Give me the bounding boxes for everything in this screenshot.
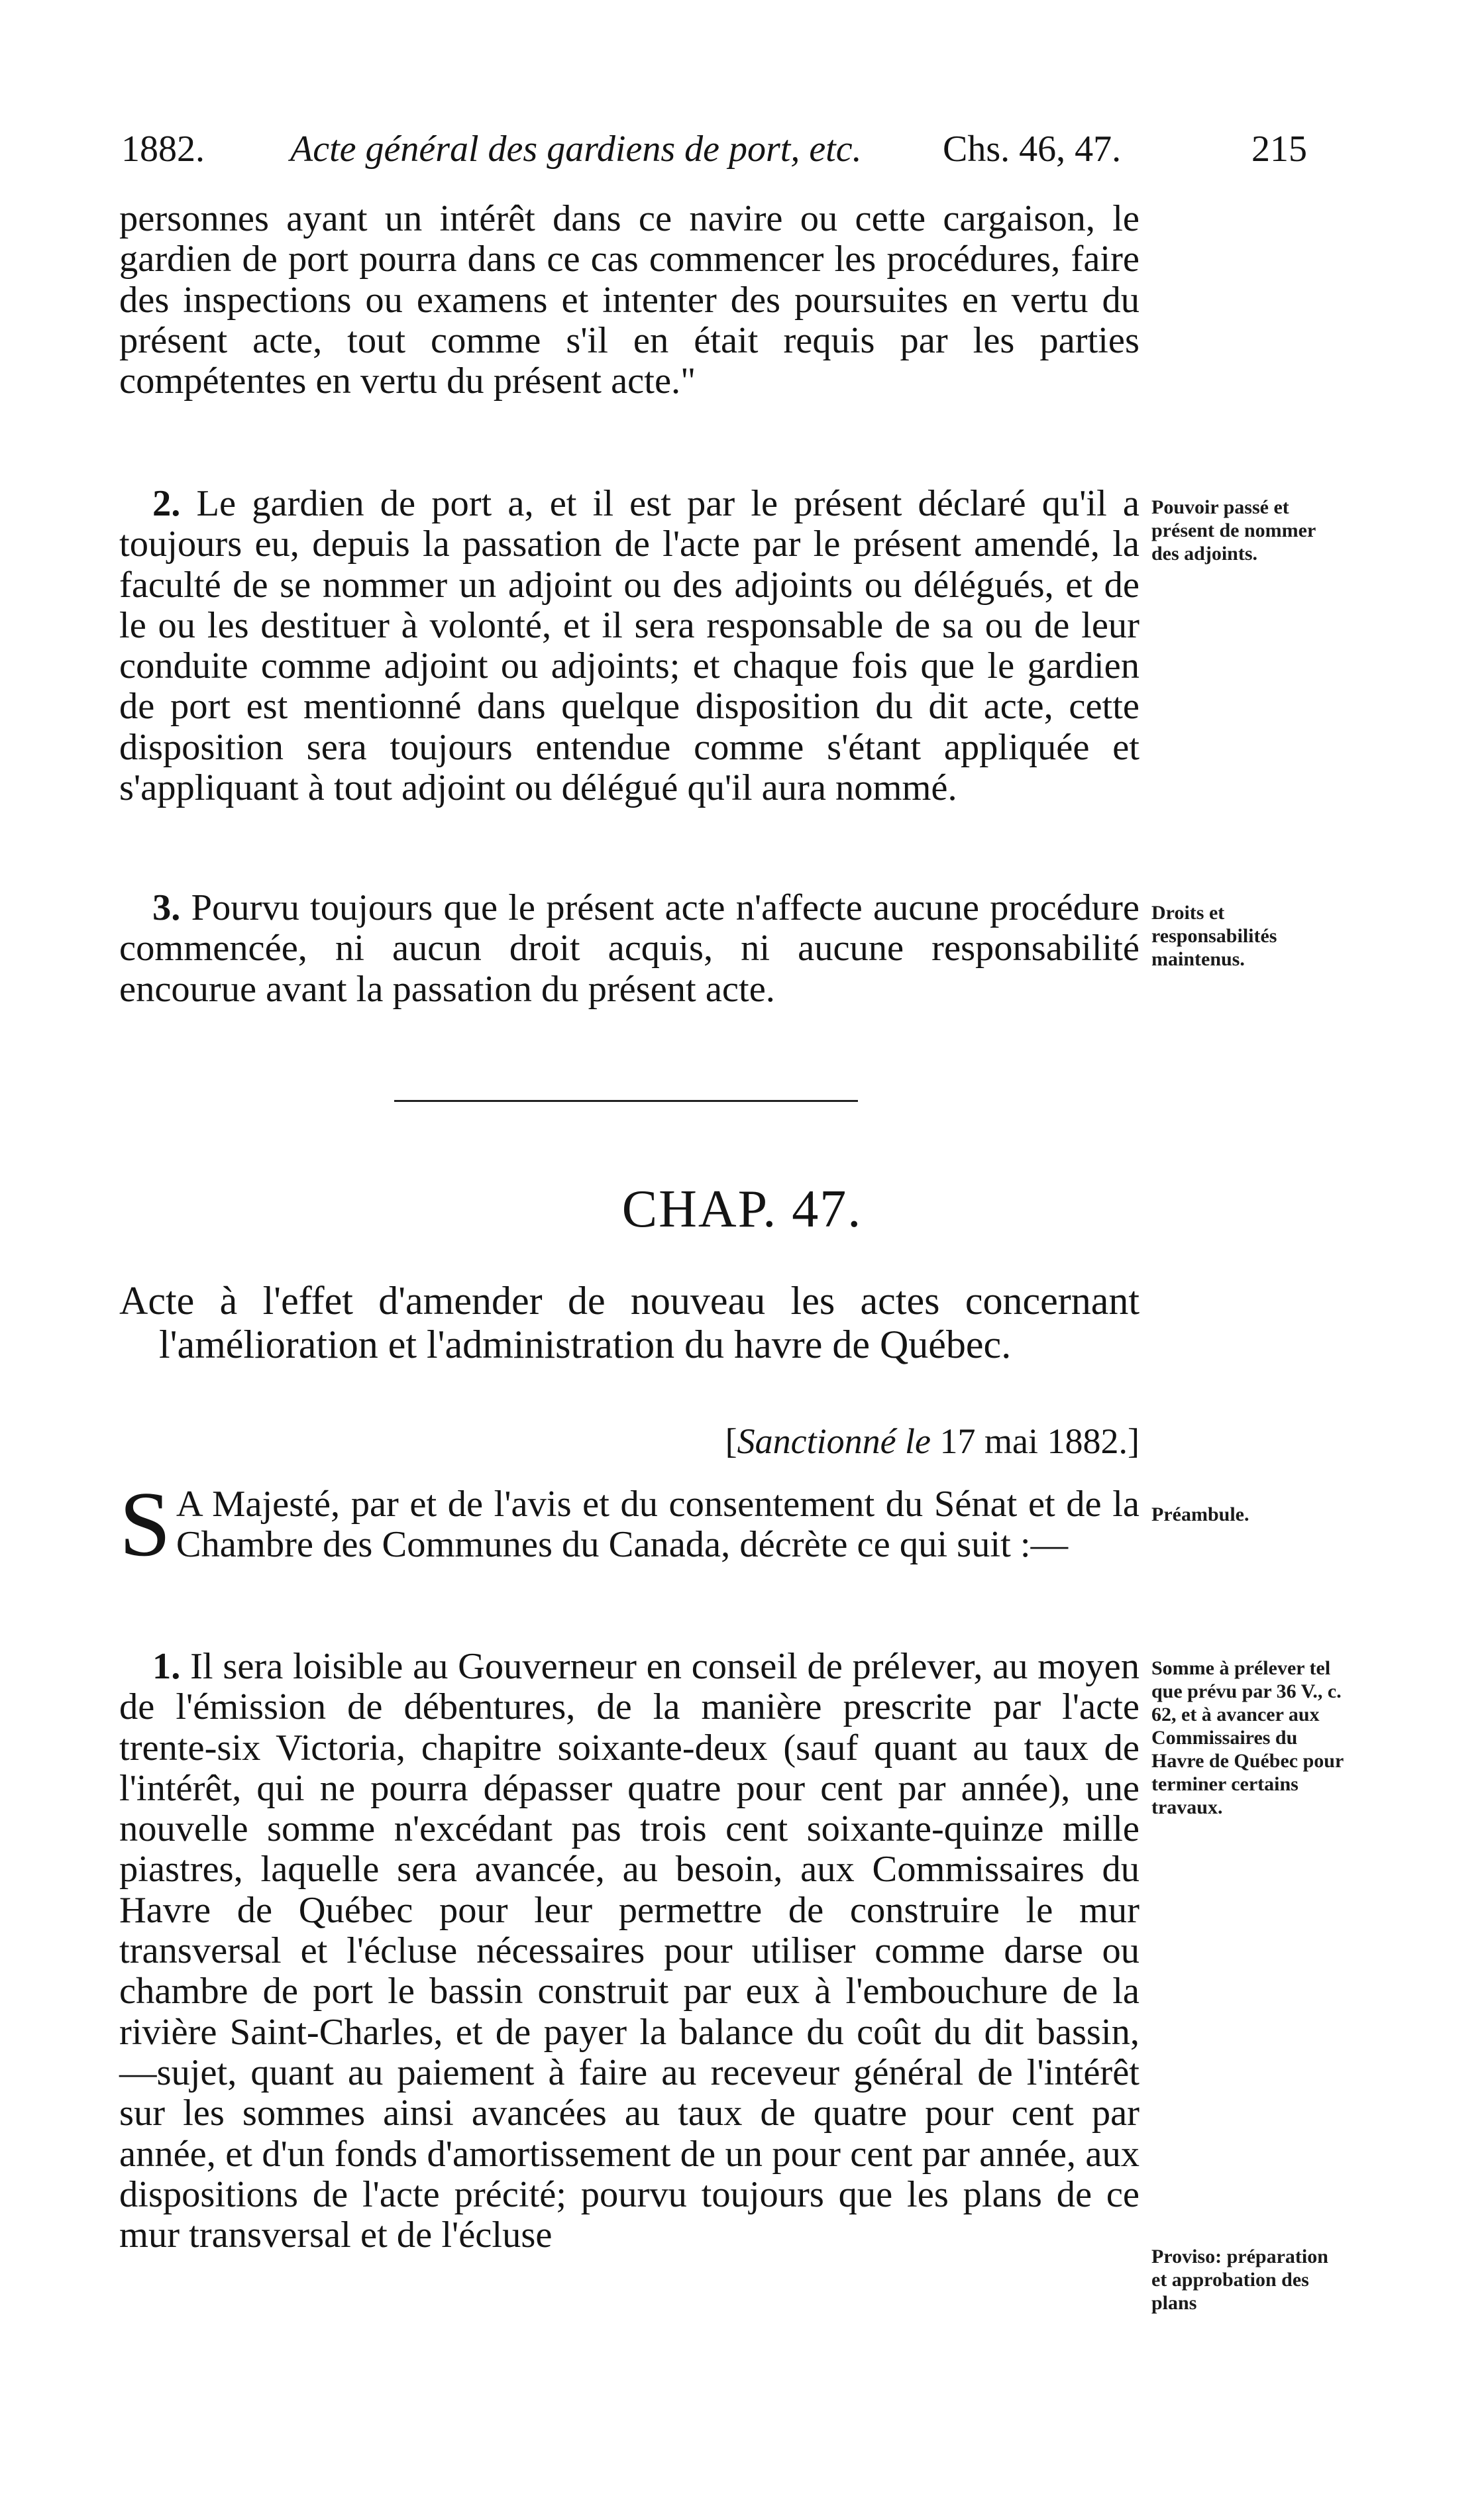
margin-note-section-2: Pouvoir passé et présent de nommer des adjoints. xyxy=(1151,496,1316,565)
margin-note-proviso: Proviso: préparation et approbation des plans xyxy=(1151,2246,1328,2314)
section-1-text: Il sera loisible au Gouverneur en conseil de prélever, au moyen de l'émission de débentures, de la manière prescrite par l'acte trente-six Victoria, chapitre soixante-deux (sauf quant au taux de l'intérêt, qui ne pourra dépasser quatre pour cent par année), une nouvelle somme n'excédant pas trois cent soixante-quinze mille piastres, laquelle sera avancée, au besoin, aux Commissaires du Havre de Québec pour leur permettre de construire le mur transversal et l'écluse nécessaires pour utiliser comme darse ou chambre de port le bassin construit par eux à l'embouchure de la rivière Saint-Charles, et de payer la balance du coût du dit bassin, —sujet, quant au paiement à faire au receveur général de l'intérêt sur les sommes ainsi avancées au taux de quatre pour cent par année, et d'un fonds d'amortissement de un pour cent par année, aux dispositions de l'acte précité; pourvu toujours que les plans de ce mur transversal et de l'écluse xyxy=(119,1646,1140,2256)
section-3 xyxy=(119,888,1140,1010)
sanction-date: 17 mai 1882. xyxy=(939,1421,1128,1461)
continuation-text: personnes ayant un intérêt dans ce navire ou cette cargaison, le gardien de port pourra dans ce cas commencer les procédures, faire des inspections ou examens et intenter des poursuites en vertu du présent acte, tout comme s'il en était requis par les parties compétentes en vertu du présent acte." xyxy=(119,198,1140,402)
section-3-paragraph xyxy=(119,888,1140,1010)
section-1 xyxy=(119,1647,1140,2256)
margin-note-preamble: Préambule. xyxy=(1151,1503,1249,1525)
section-2 xyxy=(119,484,1140,808)
preamble-text: A Majesté, par et de l'avis et du consentement du Sénat et de la Chambre des Communes du Canada, décrète ce qui suit :— xyxy=(176,1484,1140,1566)
preamble xyxy=(119,1473,1140,1576)
preamble-drop-cap: S xyxy=(119,1473,171,1576)
section-divider xyxy=(394,1100,858,1102)
continuation-paragraph xyxy=(119,199,1140,402)
section-2-text: Le gardien de port a, et il est par le présent déclaré qu'il a toujours eu, depuis la passation de l'acte par le présent amendé, la faculté de se nommer un adjoint ou des adjoints ou délégués, et de le ou les destituer à volonté, et il sera responsable de sa ou de leur conduite comme adjoint ou adjoints; et chaque fois que le gardien de port est mentionné dans quelque disposition du dit acte, cette disposition sera toujours entendue comme s'étant appliquée et s'appliquant à tout adjoint ou délégué qu'il aura nommé. xyxy=(119,483,1140,809)
margin-note-section-3: Droits et responsabilités maintenus. xyxy=(1151,902,1277,970)
act-title xyxy=(119,1279,1140,1366)
section-3-text: Pourvu toujours que le présent acte n'affecte aucune procédure commencée, ni aucun droit acquis, ni aucune responsabilité encourue avant la passation du présent acte. xyxy=(119,887,1140,1010)
margin-note-section-1: Somme à prélever tel que prévu par 36 V., c. 62, et à avancer aux Commissaires du Havre de Québec pour terminer certains travaux. xyxy=(1151,1657,1344,1818)
header-chapters: Chs. 46, 47. xyxy=(943,129,1122,170)
running-header xyxy=(121,119,1307,179)
header-running-title: Acte général des gardiens de port, etc. xyxy=(290,129,862,170)
page-number: 215 xyxy=(1251,129,1307,170)
header-year: 1882. xyxy=(121,129,205,170)
section-2-paragraph xyxy=(119,484,1140,808)
section-3-number: 3. xyxy=(152,887,181,928)
section-2-number: 2. xyxy=(152,483,181,524)
section-1-paragraph xyxy=(119,1647,1140,2256)
section-1-number: 1. xyxy=(152,1646,181,1687)
act-title-text: Acte à l'effet d'amender de nouveau les actes concernant l'amélioration et l'administration du havre de Québec. xyxy=(119,1279,1140,1366)
chapter-title: CHAP. 47. xyxy=(621,1180,863,1238)
sanction-line: [Sanctionné le 17 mai 1882.] xyxy=(725,1421,1140,1461)
sanction-label: Sanctionné le xyxy=(737,1421,931,1461)
